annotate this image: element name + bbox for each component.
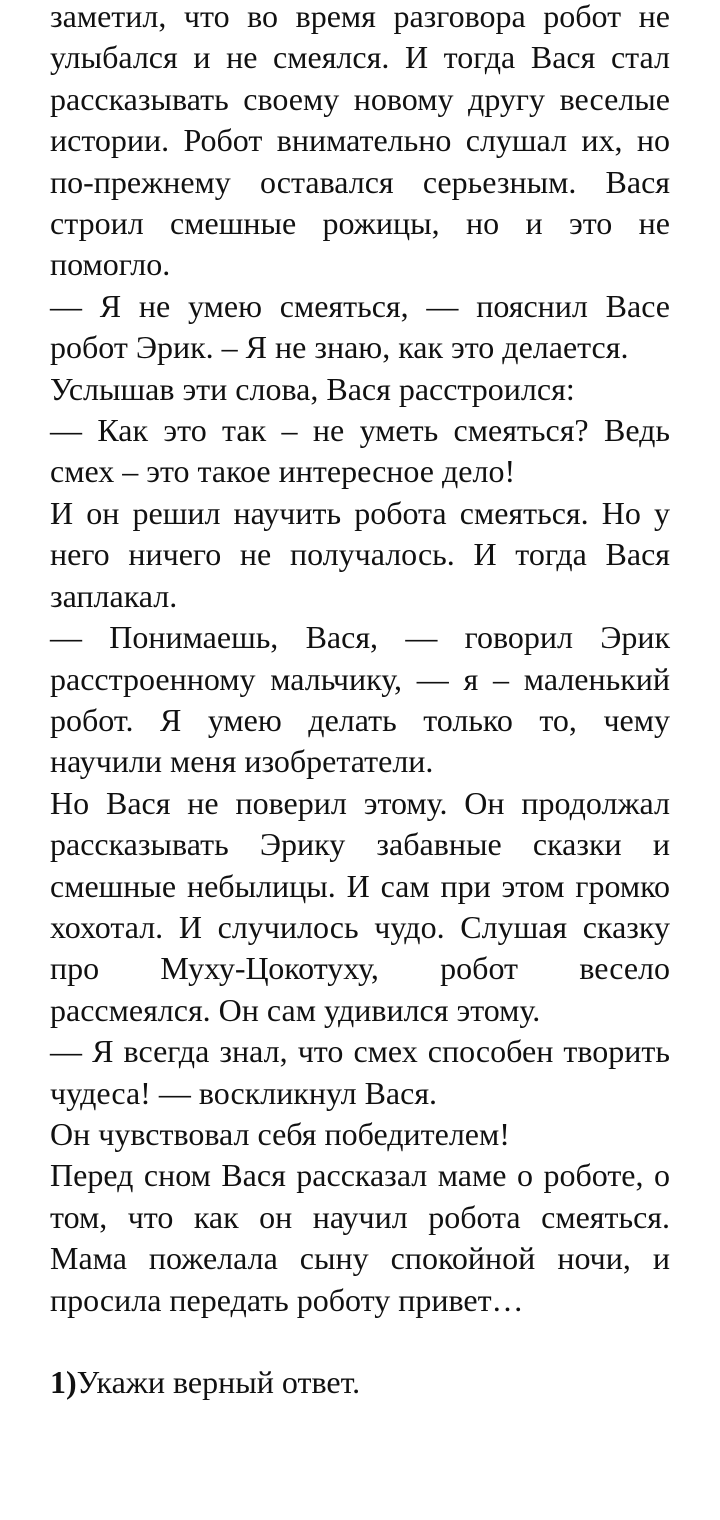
blank-line xyxy=(50,1321,670,1362)
story-paragraph: Но Вася не поверил этому. Он продолжал рассказывать Эрику забавные сказки и смешные небылицы. И сам при этом громко хохотал. И случилось чудо. Слушая сказку про Муху-Цокотуху, робот весело рассмеялся. Он сам удивился этому. xyxy=(50,784,670,1028)
story-paragraph: — Понимаешь, Вася, — говорил Эрик расстроенному мальчику, — я – маленький робот. Я умею делать только то, чему научили меня изобретатели. xyxy=(50,619,670,780)
question-1 xyxy=(50,1362,670,1403)
story-text xyxy=(50,0,670,1321)
story-paragraph: Перед сном Вася рассказал маме о роботе, о том, что как он научил робота смеяться. Мама пожелала сыну спокойной ночи, и просила передать роботу привет… xyxy=(50,1157,670,1318)
question-number: 1) xyxy=(50,1364,77,1401)
story-paragraph: — Я всегда знал, что смех способен творить чудеса! — воскликнул Вася. xyxy=(50,1033,670,1111)
story-paragraph: И он решил научить робота смеяться. Но у него ничего не получалось. И тогда Вася заплакал. xyxy=(50,494,670,614)
story-paragraph: Он чувствовал себя победителем! xyxy=(50,1115,510,1152)
story-paragraph: заметил, что во время разговора робот не улыбался и не смеялся. И тогда Вася стал рассказывать своему новому другу веселые истории. Робот внимательно слушал их, но по-прежнему оставался серьезным. Вася строил смешные рожицы, но и это не помогло. xyxy=(50,0,670,283)
story-paragraph: — Как это так – не уметь смеяться? Ведь смех – это такое интересное дело! xyxy=(50,412,670,490)
story-paragraph: — Я не умею смеяться, — пояснил Васе робот Эрик. – Я не знаю, как это делается. xyxy=(50,287,670,366)
story-paragraph: Услышав эти слова, Вася расстроился: xyxy=(50,370,575,407)
question-text: Укажи верный ответ. xyxy=(76,1364,361,1401)
document-page xyxy=(50,0,670,1404)
